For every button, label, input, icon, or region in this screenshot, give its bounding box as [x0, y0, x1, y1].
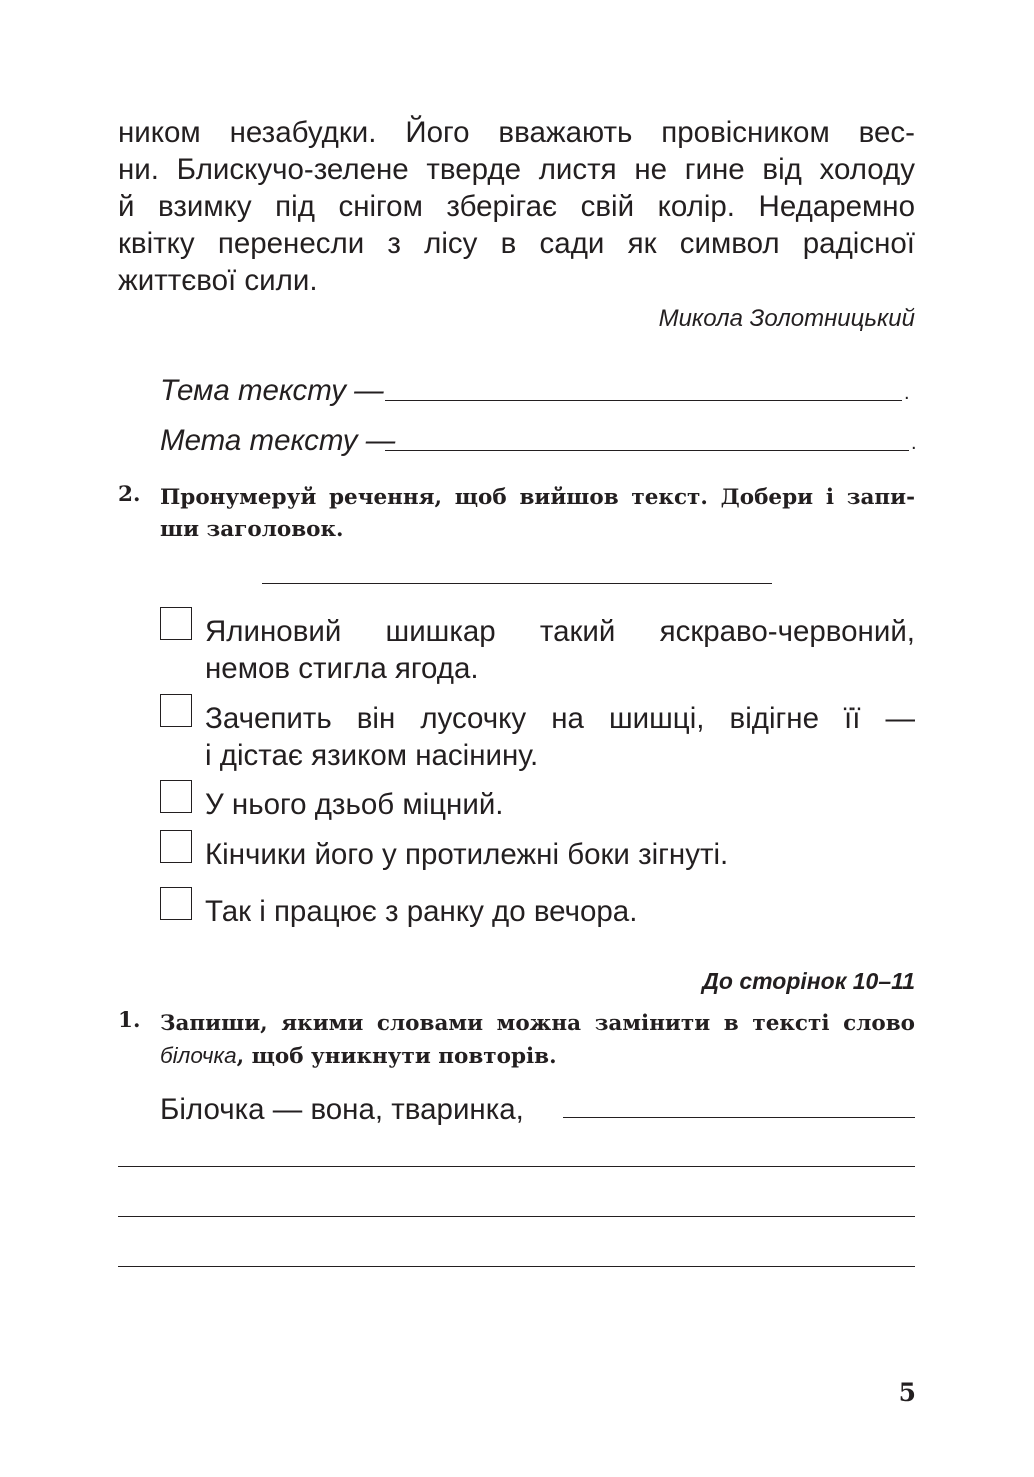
- topic-label: Тема тексту —: [160, 374, 384, 407]
- task-2-text-line-1: Пронумеруй речення, щоб вийшов текст. Добери і запи-: [160, 485, 915, 510]
- passage-line-3: й взимку під снігом зберігає свій колір. Недаремно: [118, 190, 915, 223]
- section-heading: До сторінок 10–11: [702, 968, 915, 994]
- sentence-4-line-1: Кінчики його у протилежні боки зігнуті.: [205, 838, 729, 871]
- passage-line-1: ником незабудки. Його вважають провісником вес-: [118, 116, 915, 149]
- task-1-keyword: білочка: [160, 1043, 237, 1068]
- answer-line-2[interactable]: [118, 1166, 915, 1167]
- sentence-2-line-2: і дістає язиком насінину.: [205, 739, 539, 772]
- answer-line-4[interactable]: [118, 1266, 915, 1267]
- passage-line-2: ни. Блискучо-зелене тверде листя не гине від холоду: [118, 153, 915, 186]
- task-1-text-line-1: Запиши, якими словами можна замінити в тексті слово: [160, 1011, 915, 1036]
- sentence-1-line-2: немов стигла ягода.: [205, 652, 479, 685]
- passage-author: Микола Золотницький: [658, 305, 915, 332]
- title-answer-line[interactable]: [262, 583, 772, 584]
- passage-line-4: квітку перенесли з лісу в сади як символ радісної: [118, 227, 915, 260]
- order-number-box[interactable]: [160, 694, 192, 727]
- order-number-box[interactable]: [160, 780, 192, 813]
- task-2-text-line-2: ши заголовок.: [160, 517, 344, 542]
- sentence-5-line-1: Так і працює з ранку до вечора.: [205, 895, 638, 928]
- passage-line-5: життєвої сили.: [118, 264, 318, 297]
- purpose-answer-line[interactable]: [385, 450, 909, 451]
- sentence-2-line-1: Зачепить він лусочку на шишці, відігне її —: [205, 702, 915, 735]
- task-1-number: 1.: [118, 1008, 141, 1033]
- page-number: 5: [898, 1378, 916, 1407]
- topic-answer-line[interactable]: [385, 400, 902, 401]
- answer-prefix: Білочка — вона, тваринка,: [160, 1093, 524, 1126]
- sentence-1-line-1: Ялиновий шишкар такий яскраво-червоний,: [205, 615, 915, 648]
- task-1-text-line-2: [160, 1040, 915, 1073]
- topic-period: .: [904, 382, 910, 404]
- task-1-text-rest: , щоб уникнути повторів.: [236, 1044, 557, 1069]
- task-2-number: 2.: [118, 482, 141, 507]
- answer-line-1[interactable]: [563, 1117, 915, 1118]
- order-number-box[interactable]: [160, 887, 192, 920]
- purpose-period: .: [911, 432, 917, 454]
- sentence-3-line-1: У нього дзьоб міцний.: [205, 788, 504, 821]
- purpose-label: Мета тексту —: [160, 424, 396, 457]
- answer-line-3[interactable]: [118, 1216, 915, 1217]
- order-number-box[interactable]: [160, 830, 192, 863]
- order-number-box[interactable]: [160, 607, 192, 640]
